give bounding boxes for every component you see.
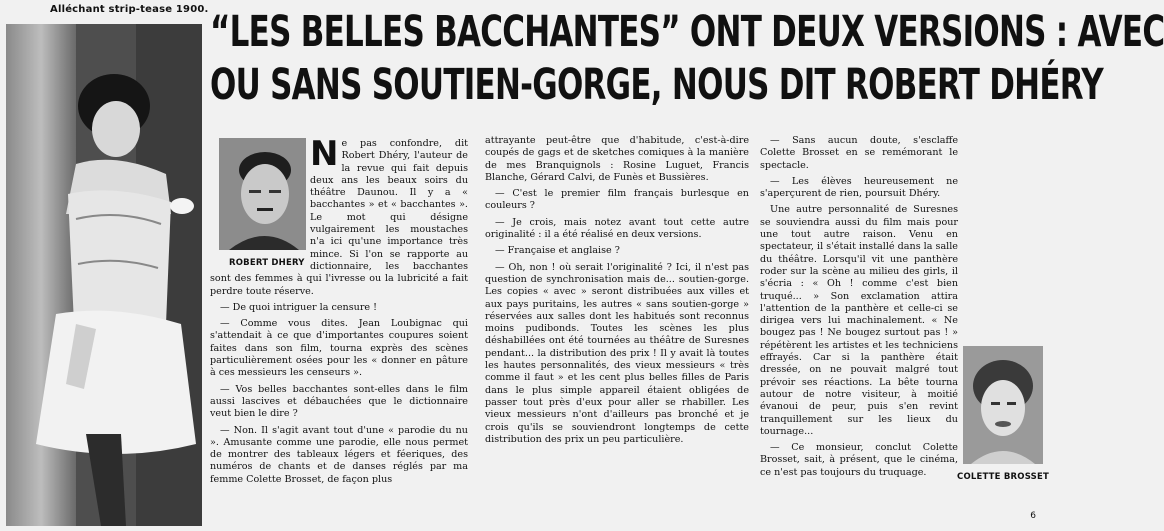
col2-paragraph-4: — Française et anglaise ?: [495, 245, 620, 257]
col1-paragraph-3: — Comme vous dites. Jean Loubignac qui s'attendait à ce que d'importantes coupures soient faites dans son film, tourna exprès des scènes particulièrement osées pour les « donner en pâture à ces messieurs les censeurs ».: [210, 318, 468, 379]
col3-paragraph-3: Une autre personnalité de Suresnes se souviendra aussi du film mais pour une tout autre raison. Venu en spectateur, il s'était installé dans la salle du théâtre. Lorsqu'il vit une panthère roder sur la scène au milieu des girls, il s'écria : « Oh ! comme c'est bien truqué... » Son exclamation attira l'attention de la panthère et celle-ci se dirigea vers lui machinalement. « Ne bougez pas ! Ne bougez surtout pas ! » répétèrent les artistes et les techniciens effrayés. Car si la panthère était dressée, on ne pouvait malgré tout prévoir ses réactions. La bête tourna autour de notre visiteur, à moitié évanoui de peur, puis s'en revint tranquillement sur les lieux du tournage...: [760, 204, 958, 437]
col1-paragraph-5: — Non. Il s'agit avant tout d'une « parodie du nu ». Amusante comme une parodie, elle nous permet de montrer des tableaux légers et féeriques, des numéros de chants et de danses réglés par ma femme Colette Brosset, de façon plus: [210, 424, 468, 485]
headline-line-1: “LES BELLES BACCHANTES” ONT DEUX VERSIONS : AVEC: [210, 7, 1164, 57]
headline: [210, 6, 1164, 126]
col2-paragraph-3: — Je crois, mais notez avant tout cette autre originalité : il a été réalisé en deux versions.: [485, 216, 749, 241]
col1-paragraph-1: Ne pas confondre, dit Robert Dhéry, l'auteur de la revue qui fait depuis deux ans les beaux soirs du théâtre Daunou. Il y a « bacchantes » et « bacchantes ». Le mot qui désigne vulgairement les moustaches n'a ici qu'une importance très mince. Si l'on se rapporte au dictionnaire, les bacchantes sont des femmes à qui l'ivresse ou la lubricité a fait perdre toute réserve.: [210, 134, 468, 297]
column-2: [485, 135, 749, 527]
photo-caption: Alléchant strip-tease 1900.: [50, 4, 209, 15]
col2-paragraph-5: — Oh, non ! où serait l'originalité ? Ici, il n'est pas question de synchronisation mais de... soutien-gorge. Les copies « avec » seront distribuées aux villes et aux pays puritains, les autres « sans soutien-gorge » réservées aux salles dont les habitués sont reconnus moins pudibonds. Toutes les scènes les plus déshabillées ont été tournées au théâtre de Suresnes pendant... la distribution des prix ! Il y avait là toutes les hautes personnalités, des vieux messieurs « très comme il faut » et les cent plus belles filles de Paris dans le plus simple appareil étaient obligées de passer tout près d'eux pour aller se rhabiller. Les vieux messieurs n'ont d'ailleurs pas bronché et je crois qu'ils se souviendront longtemps de cette distribution des prix un peu particulière.: [485, 261, 749, 445]
col1-paragraph-4: — Vos belles bacchantes sont-elles dans le film aussi lascives et débauchées que le dictionnaire veut bien le dire ?: [210, 383, 468, 420]
robert-dhery-caption: ROBERT DHERY: [229, 258, 305, 268]
col2-paragraph-1: attrayante peut-être que d'habitude, c'est-à-dire coupés de gags et de sketches comiques à la manière de mes Branquignols : Rosine Luguet, Francis Blanche, Gérard Calvi, de Funès et Bussières.: [485, 135, 749, 183]
column-3: [760, 135, 1042, 510]
colette-brosset-caption: COLETTE BROSSET: [957, 472, 1049, 482]
drop-cap: N: [310, 134, 339, 174]
col3-paragraph-4: — Ce monsieur, conclut Colette Brosset, sait, à présent, que le cinéma, ce n'est pas toujours du truquage.: [760, 442, 958, 478]
striptease-photo: [6, 24, 202, 526]
column-1: [210, 134, 468, 526]
portrait-spacer: [210, 138, 310, 268]
page-number: 6: [1030, 511, 1036, 521]
col2-paragraph-2: — C'est le premier film français burlesque en couleurs ?: [485, 188, 749, 212]
col3-paragraph-2: — Les élèves heureusement ne s'aperçurent de rien, poursuit Dhéry.: [760, 175, 958, 200]
col3-paragraph-1: — Sans aucun doute, s'esclaffe Colette Brosset en se remémorant le spectacle.: [760, 135, 958, 171]
portrait-spacer-2: [958, 341, 1042, 509]
headline-line-2: OU SANS SOUTIEN-GORGE, NOUS DIT ROBERT DHÉRY: [210, 60, 1103, 110]
col1-paragraph-2: — De quoi intriguer la censure !: [220, 301, 378, 313]
